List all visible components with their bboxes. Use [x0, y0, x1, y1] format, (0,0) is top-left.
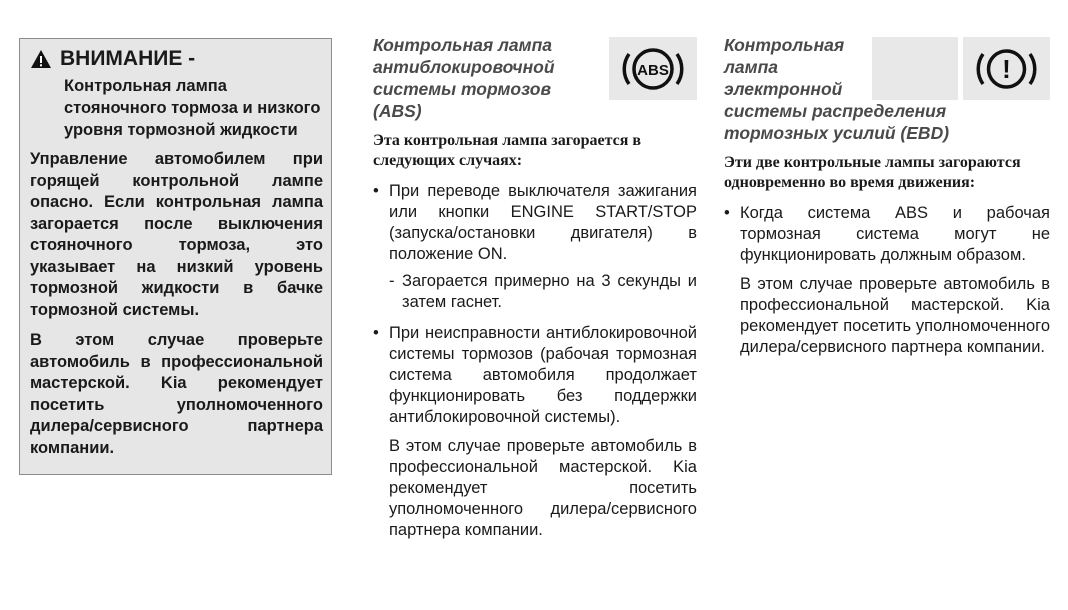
ebd-icon-label: !: [1002, 54, 1011, 84]
abs-title: Контрольная лампа антиблокировочной системы тормозов (ABS): [373, 35, 555, 121]
warning-triangle-icon: [30, 49, 52, 69]
ebd-title: Контрольная лампа электронной системы распределения тормозных усилий (EBD): [724, 35, 950, 143]
ebd-bullet-1: • Когда система ABS и рабочая тормозная система могут не функционировать должным образом.: [724, 203, 1050, 266]
ebd-section: [724, 34, 1050, 358]
abs-paragraph: В этом случае проверьте автомобиль в профессиональной мастерской. Kia рекомендует посетить уполномоченного дилера/сервисного партнера компании.: [389, 437, 697, 539]
warning-title: ВНИМАНИЕ -: [60, 47, 196, 70]
warning-paragraph-1: Управление автомобилем при горящей контрольной лампе опасно. Если контрольная лампа загорается после выключения стояночного тормоза, это указывает на низкий уровень тормозной жидкости в бачке тормозной системы.: [30, 150, 323, 319]
abs-bullet-1: • При переводе выключателя зажигания или кнопки ENGINE START/STOP (запуска/остановки двигателя) в положение ON.: [373, 181, 697, 265]
warning-box: [19, 38, 332, 475]
warning-subtitle: Контрольная лампа стояночного тормоза и низкого уровня тормозной жидкости: [64, 77, 321, 139]
abs-sub-text: Загорается примерно на 3 секунды и затем гаснет.: [402, 272, 697, 311]
ebd-lead: Эти две контрольные лампы загораются одновременно во время движения:: [724, 154, 1021, 191]
warning-header: [30, 47, 323, 71]
abs-bullet-2: • При неисправности антиблокировочной системы тормозов (рабочая тормозная система автомобиля продолжает функционировать без поддержки антиблокировочной системы).: [373, 323, 697, 428]
abs-icon-label: ABS: [637, 62, 669, 79]
abs-section: [373, 34, 697, 541]
dash-marker: -: [389, 272, 395, 290]
abs-sub-item: [373, 271, 697, 313]
ebd-paragraph: В этом случае проверьте автомобиль в профессиональной мастерской. Kia рекомендует посетить уполномоченного дилера/сервисного партнера компании.: [740, 275, 1050, 356]
warning-paragraph-2: В этом случае проверьте автомобиль в профессиональной мастерской. Kia рекомендует посетить уполномоченного дилера/сервисного партнера компании.: [30, 331, 323, 457]
abs-lead: Эта контрольная лампа загорается в следующих случаях:: [373, 132, 642, 169]
